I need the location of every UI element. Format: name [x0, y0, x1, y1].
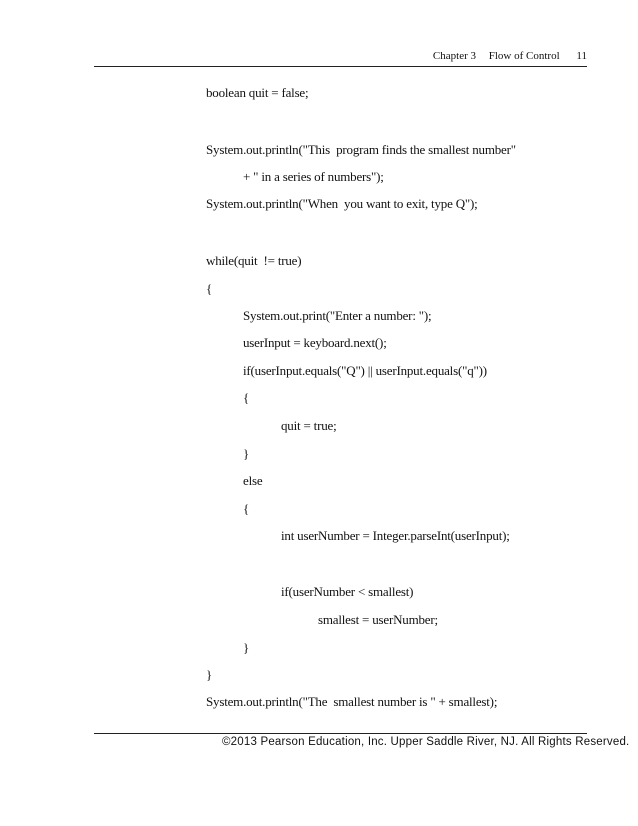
- code-line: boolean quit = false;: [206, 85, 309, 100]
- code-block: [206, 0, 606, 720]
- footer-rule: [94, 733, 587, 734]
- code-line: int userNumber = Integer.parseInt(userInput);: [281, 528, 510, 543]
- section-title: Flow of Control: [488, 50, 560, 62]
- code-line: else: [243, 473, 263, 488]
- code-line: System.out.println("The smallest number is " + smallest);: [206, 694, 498, 709]
- code-line: if(userInput.equals("Q") || userInput.equals("q")): [243, 363, 487, 378]
- code-line: System.out.print("Enter a number: ");: [243, 308, 432, 323]
- chapter-label: Chapter 3: [432, 50, 476, 62]
- code-line: }: [243, 640, 250, 655]
- page-number: 11: [576, 50, 587, 62]
- code-line: {: [243, 501, 250, 516]
- code-line: {: [206, 281, 213, 296]
- code-line: smallest = userNumber;: [318, 612, 438, 627]
- code-line: System.out.println("This program finds the smallest number": [206, 142, 516, 157]
- code-line: if(userNumber < smallest): [281, 584, 414, 599]
- code-line: quit = true;: [281, 418, 337, 433]
- code-line: + " in a series of numbers");: [243, 169, 384, 184]
- code-line: }: [243, 446, 250, 461]
- code-line: while(quit != true): [206, 253, 302, 268]
- code-line: System.out.println("When you want to exit, type Q");: [206, 196, 478, 211]
- code-line: {: [243, 390, 250, 405]
- code-line: userInput = keyboard.next();: [243, 335, 387, 350]
- copyright-notice: ©2013 Pearson Education, Inc. Upper Saddle River, NJ. All Rights Reserved.: [222, 736, 630, 748]
- code-line: }: [206, 667, 213, 682]
